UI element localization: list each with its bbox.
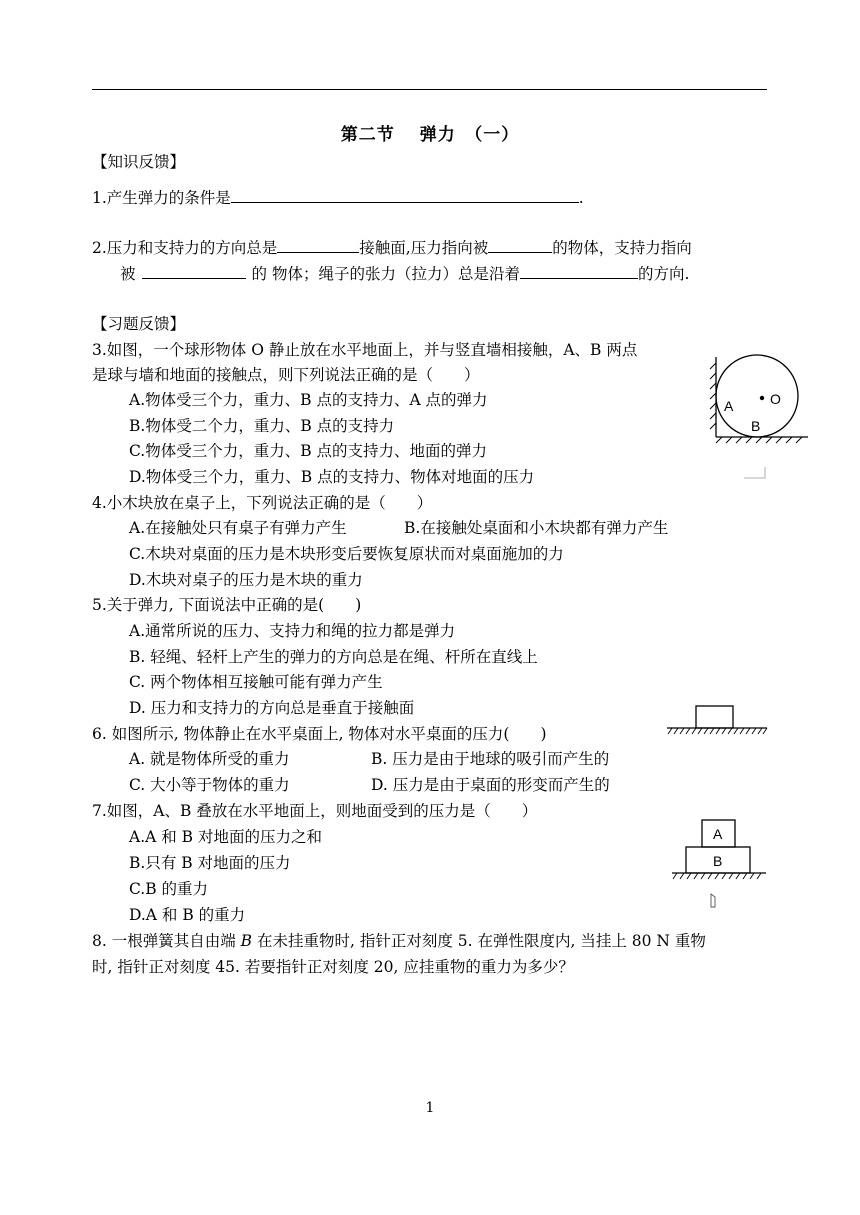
section-exercises-heading: 【习题反馈】 (92, 315, 186, 333)
q3-ball-wall-figure (700, 345, 815, 485)
q6-block-on-table-figure (665, 702, 770, 738)
question-2-line-1 (92, 236, 692, 258)
q2-blank-4 (520, 262, 638, 279)
q6-option-a: A. 就是物体所受的重力 (129, 750, 290, 768)
q6-option-c: C. 大小等于物体的重力 (129, 776, 290, 794)
q7-option-b: B.只有 B 对地面的压力 (129, 854, 291, 872)
q7-option-d: D.A 和 B 的重力 (129, 906, 246, 924)
q3-fig-label-o: O (770, 391, 781, 407)
q5-option-a: A.通常所说的压力、支持力和绳的拉力都是弹力 (129, 622, 456, 640)
section-knowledge-heading: 【知识反馈】 (92, 153, 186, 171)
q2-part-1: 2.压力和支持力的方向总是 (92, 239, 278, 257)
page-title: 第二节 弹力 （一） (340, 125, 520, 145)
q1-end: . (578, 189, 584, 207)
question-2-line-2 (120, 262, 689, 284)
question-1 (92, 186, 584, 208)
q6-option-d: D. 压力是由于桌面的形变而产生的 (371, 776, 610, 794)
q2-part-6: 的方向. (637, 265, 690, 283)
q5-option-b: B. 轻绳、轻杆上产生的弹力的方向总是在绳、杆所在直线上 (129, 648, 538, 666)
q2-blank-3 (142, 262, 246, 279)
q3-option-c: C.物体受三个力，重力、B 点的支持力、地面的弹力 (129, 442, 488, 460)
q1-blank (231, 186, 579, 203)
q4-stem: 4.小木块放在桌子上，下列说法正确的是（ ） (92, 494, 433, 512)
q3-stem-line-1: 3.如图，一个球形物体 O 静止放在水平地面上，并与竖直墙相接触，A、B 两点 (92, 341, 638, 359)
q7-fig-label-a: A (713, 826, 723, 842)
q6-stem: 6. 如图所示, 物体静止在水平桌面上, 物体对水平桌面的压力( ) (92, 725, 547, 743)
q8-line-2: 时, 指针正对刻度 45. 若要指针正对刻度 20, 应挂重物的重力为多少？ (92, 958, 574, 976)
q5-option-c: C. 两个物体相互接触可能有弹力产生 (129, 673, 383, 691)
q7-stacked-blocks-figure (668, 815, 768, 915)
q7-option-c: C.B 的重力 (129, 880, 209, 898)
q8-italic-b: B (240, 932, 253, 950)
q2-part-2: 接触面,压力指向被 (359, 239, 489, 257)
q3-option-b: B.物体受二个力，重力、B 点的支持力 (129, 417, 395, 435)
q2-blank-1 (277, 236, 359, 253)
q3-fig-label-a: A (724, 398, 734, 414)
q6-option-b: B. 压力是由于地球的吸引而产生的 (371, 750, 610, 768)
header-rule (92, 89, 767, 90)
q3-stem-line-2: 是球与墙和地面的接触点，则下列说法正确的是（ ） (92, 366, 480, 384)
page-number: 1 (425, 1100, 435, 1116)
q5-stem: 5.关于弹力, 下面说法中正确的是( ) (92, 596, 362, 614)
q4-option-a: A.在接触处只有桌子有弹力产生 (129, 519, 347, 537)
q2-part-5: 的 物体；绳子的张力（拉力）总是沿着 (251, 265, 520, 283)
q7-option-a: A.A 和 B 对地面的压力之和 (129, 828, 322, 846)
q7-stem: 7.如图，A、B 叠放在水平地面上，则地面受到的压力是（ ） (92, 802, 538, 820)
q3-option-d: D.物体受三个力，重力、B 点的支持力、物体对地面的压力 (129, 468, 535, 486)
q2-blank-2 (488, 236, 552, 253)
q4-option-d: D.木块对桌子的压力是木块的重力 (129, 571, 363, 589)
q7-fig-label-b: B (713, 853, 723, 869)
q8-text-c: 在未挂重物时, 指针正对刻度 5. 在弹性限度内, 当挂上 80 N 重物 (252, 932, 706, 950)
q3-option-a: A.物体受三个力，重力、B 点的支持力、A 点的弹力 (129, 391, 488, 409)
q5-option-d: D. 压力和支持力的方向总是垂直于接触面 (129, 699, 415, 717)
q4-option-c: C.木块对桌面的压力是木块形变后要恢复原状而对桌面施加的力 (129, 545, 564, 563)
q8-line-1 (92, 931, 706, 951)
q4-option-b: B.在接触处桌面和小木块都有弹力产生 (404, 519, 669, 537)
q2-part-3: 的物体，支持力指向 (552, 239, 692, 257)
q2-part-4: 被 (120, 265, 136, 283)
q3-fig-label-b: B (751, 418, 761, 434)
q8-text-a: 8. 一根弹簧其自由端 (92, 932, 241, 950)
q1-text: 1.产生弹力的条件是 (92, 189, 231, 207)
